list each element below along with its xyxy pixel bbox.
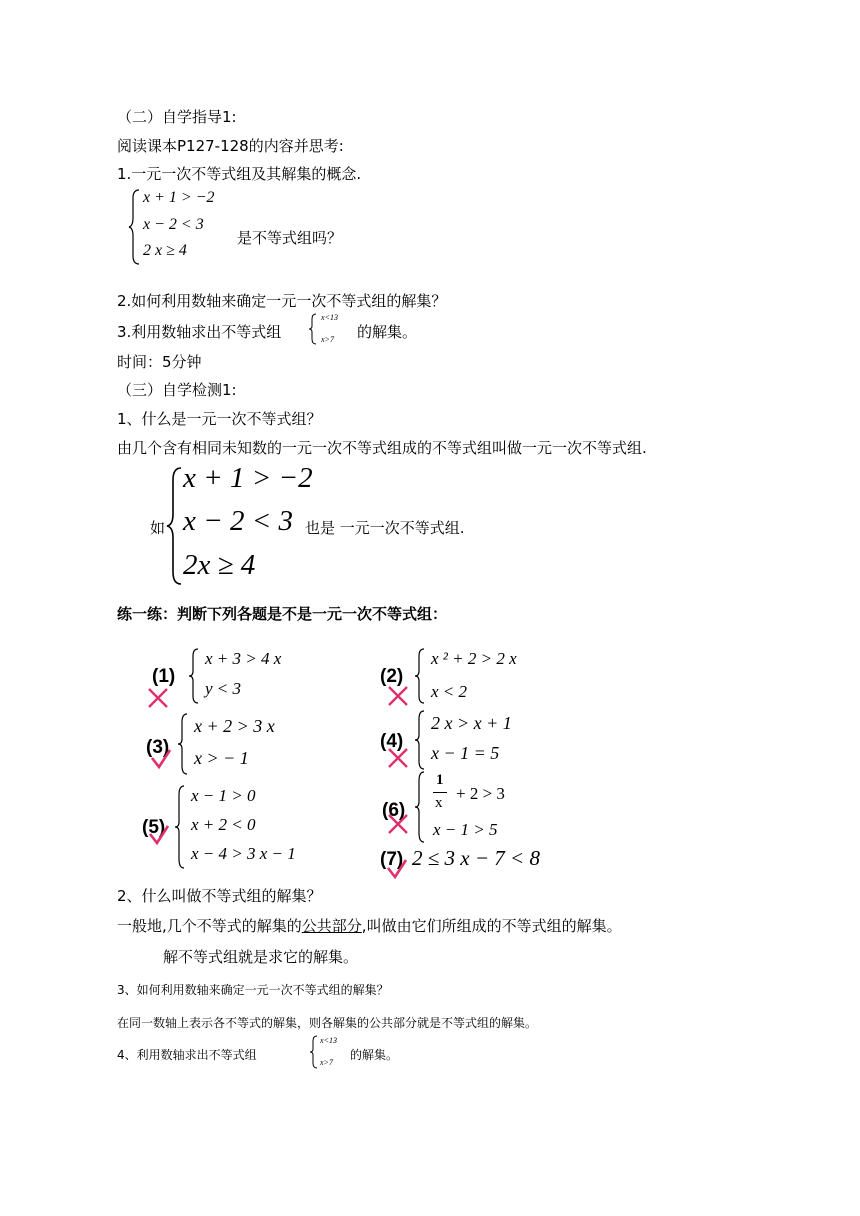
brace-icon	[188, 648, 200, 704]
q3-ineq-1: x<13	[321, 313, 338, 322]
answer-2-question: 2、什么叫做不等式组的解集？	[117, 887, 322, 905]
check-mark-icon	[150, 748, 172, 770]
practice-4-line-2: x − 1 = 5	[431, 743, 500, 763]
practice-5-label: (5)	[142, 817, 166, 838]
question-1: 1.一元一次不等式组及其解集的概念.	[117, 165, 362, 183]
practice-7-line-1: 2 ≤ 3 x − 7 < 8	[412, 846, 540, 870]
example-ineq-2	[183, 505, 293, 538]
q3-ineq-2: x>7	[321, 335, 334, 344]
answer-1-text: 由几个含有相同未知数的一元一次不等式组成的不等式组叫做一元一次不等式组.	[117, 439, 647, 457]
example-ineq-3-text: 2x ≥ 4	[183, 549, 256, 581]
brace-icon	[414, 771, 426, 843]
answer-2-note: 解不等式组就是求它的解集。	[163, 948, 359, 966]
q1-ineq-2: x − 2 < 3	[143, 216, 204, 233]
practice-4-label: (4)	[380, 731, 404, 752]
example-ineq-1-text: x + 1 > −2	[183, 462, 313, 494]
answer-2-underlined: 公共部分	[301, 917, 362, 935]
brace-icon	[414, 648, 426, 704]
question-3-prefix: 3.利用数轴求出不等式组	[117, 323, 282, 341]
practice-2-line-2: x < 2	[431, 682, 468, 701]
practice-6-line-1-rest: + 2 > 3	[456, 784, 505, 803]
check-mark-icon	[148, 824, 170, 846]
practice-4-line-1: 2 x > x + 1	[431, 713, 512, 733]
answer-2-pre: 一般地,几个不等式的解集的	[117, 917, 302, 935]
answer-2-text	[117, 915, 622, 936]
q1-ineq-3: 2 x ≥ 4	[143, 242, 187, 259]
cross-mark-icon	[146, 686, 170, 710]
section3-title: （三）自学检测1:	[117, 381, 237, 399]
practice-6-label: (6)	[382, 800, 406, 821]
question-3-suffix: 的解集。	[357, 323, 418, 341]
check-mark-icon	[386, 858, 408, 880]
answer-3-question: 3、如何利用数轴来确定一元一次不等式组的解集？	[117, 983, 389, 997]
example-prefix: 如	[150, 519, 166, 537]
practice-3-line-2: x > − 1	[194, 748, 249, 768]
cross-mark-icon	[386, 746, 410, 770]
fraction-numerator: 1	[436, 772, 444, 788]
brace-icon	[414, 710, 426, 770]
cross-mark-icon	[386, 684, 410, 708]
brace-icon	[166, 466, 184, 586]
question-2: 2.如何利用数轴来确定一元一次不等式组的解集？	[117, 292, 447, 310]
time-line: 时间：5分钟	[117, 353, 202, 371]
practice-3-label: (3)	[146, 737, 170, 758]
practice-6-line-2: x − 1 > 5	[433, 820, 498, 839]
practice-1-label: (1)	[152, 666, 176, 687]
brace-icon	[128, 188, 142, 266]
brace-icon	[174, 785, 186, 869]
a4-ineq-2: x>7	[320, 1058, 333, 1067]
read-instruction: 阅读课本P127-128的内容并思考:	[117, 137, 344, 155]
answer-4-suffix: 的解集。	[350, 1048, 399, 1062]
practice-7-label: (7)	[380, 849, 404, 870]
example-ineq-3	[183, 549, 255, 582]
practice-1-line-1: x + 3 > 4 x	[205, 649, 282, 668]
practice-title: 练一练：判断下列各题是不是一元一次不等式组：	[117, 605, 448, 623]
practice-5-line-2: x + 2 < 0	[191, 815, 256, 834]
practice-2-line-1: x ² + 2 > 2 x	[431, 649, 517, 668]
example-ineq-1	[183, 462, 313, 495]
cross-mark-icon	[386, 812, 410, 836]
q1-suffix: 是不等式组吗？	[237, 229, 343, 247]
answer-4-prefix: 4、利用数轴求出不等式组	[117, 1048, 257, 1062]
practice-1-line-2: y < 3	[205, 679, 242, 698]
section2-title: （二）自学指导1:	[117, 108, 237, 126]
practice-2-label: (2)	[380, 666, 404, 687]
answer-2-post: ,叫做由它们所组成的不等式组的解集。	[361, 917, 622, 935]
example-ineq-2-text: x − 2 < 3	[183, 505, 294, 537]
brace-icon	[177, 713, 189, 775]
brace-icon	[309, 1035, 319, 1069]
brace-icon	[308, 313, 318, 345]
practice-5-line-1: x − 1 > 0	[191, 786, 256, 805]
answer-3-text: 在同一数轴上表示各不等式的解集，则各解集的公共部分就是不等式组的解集。	[117, 1016, 538, 1030]
practice-3-line-1: x + 2 > 3 x	[194, 716, 275, 736]
q1-ineq-1: x + 1 > −2	[143, 189, 215, 206]
fraction-denominator: x	[435, 795, 443, 811]
example-suffix: 也是 一元一次不等式组.	[305, 519, 465, 537]
a4-ineq-1: x<13	[320, 1036, 337, 1045]
fraction-bar	[433, 792, 447, 793]
practice-5-line-3: x − 4 > 3 x − 1	[191, 844, 296, 863]
answer-1-question: 1、什么是一元一次不等式组？	[117, 410, 322, 428]
